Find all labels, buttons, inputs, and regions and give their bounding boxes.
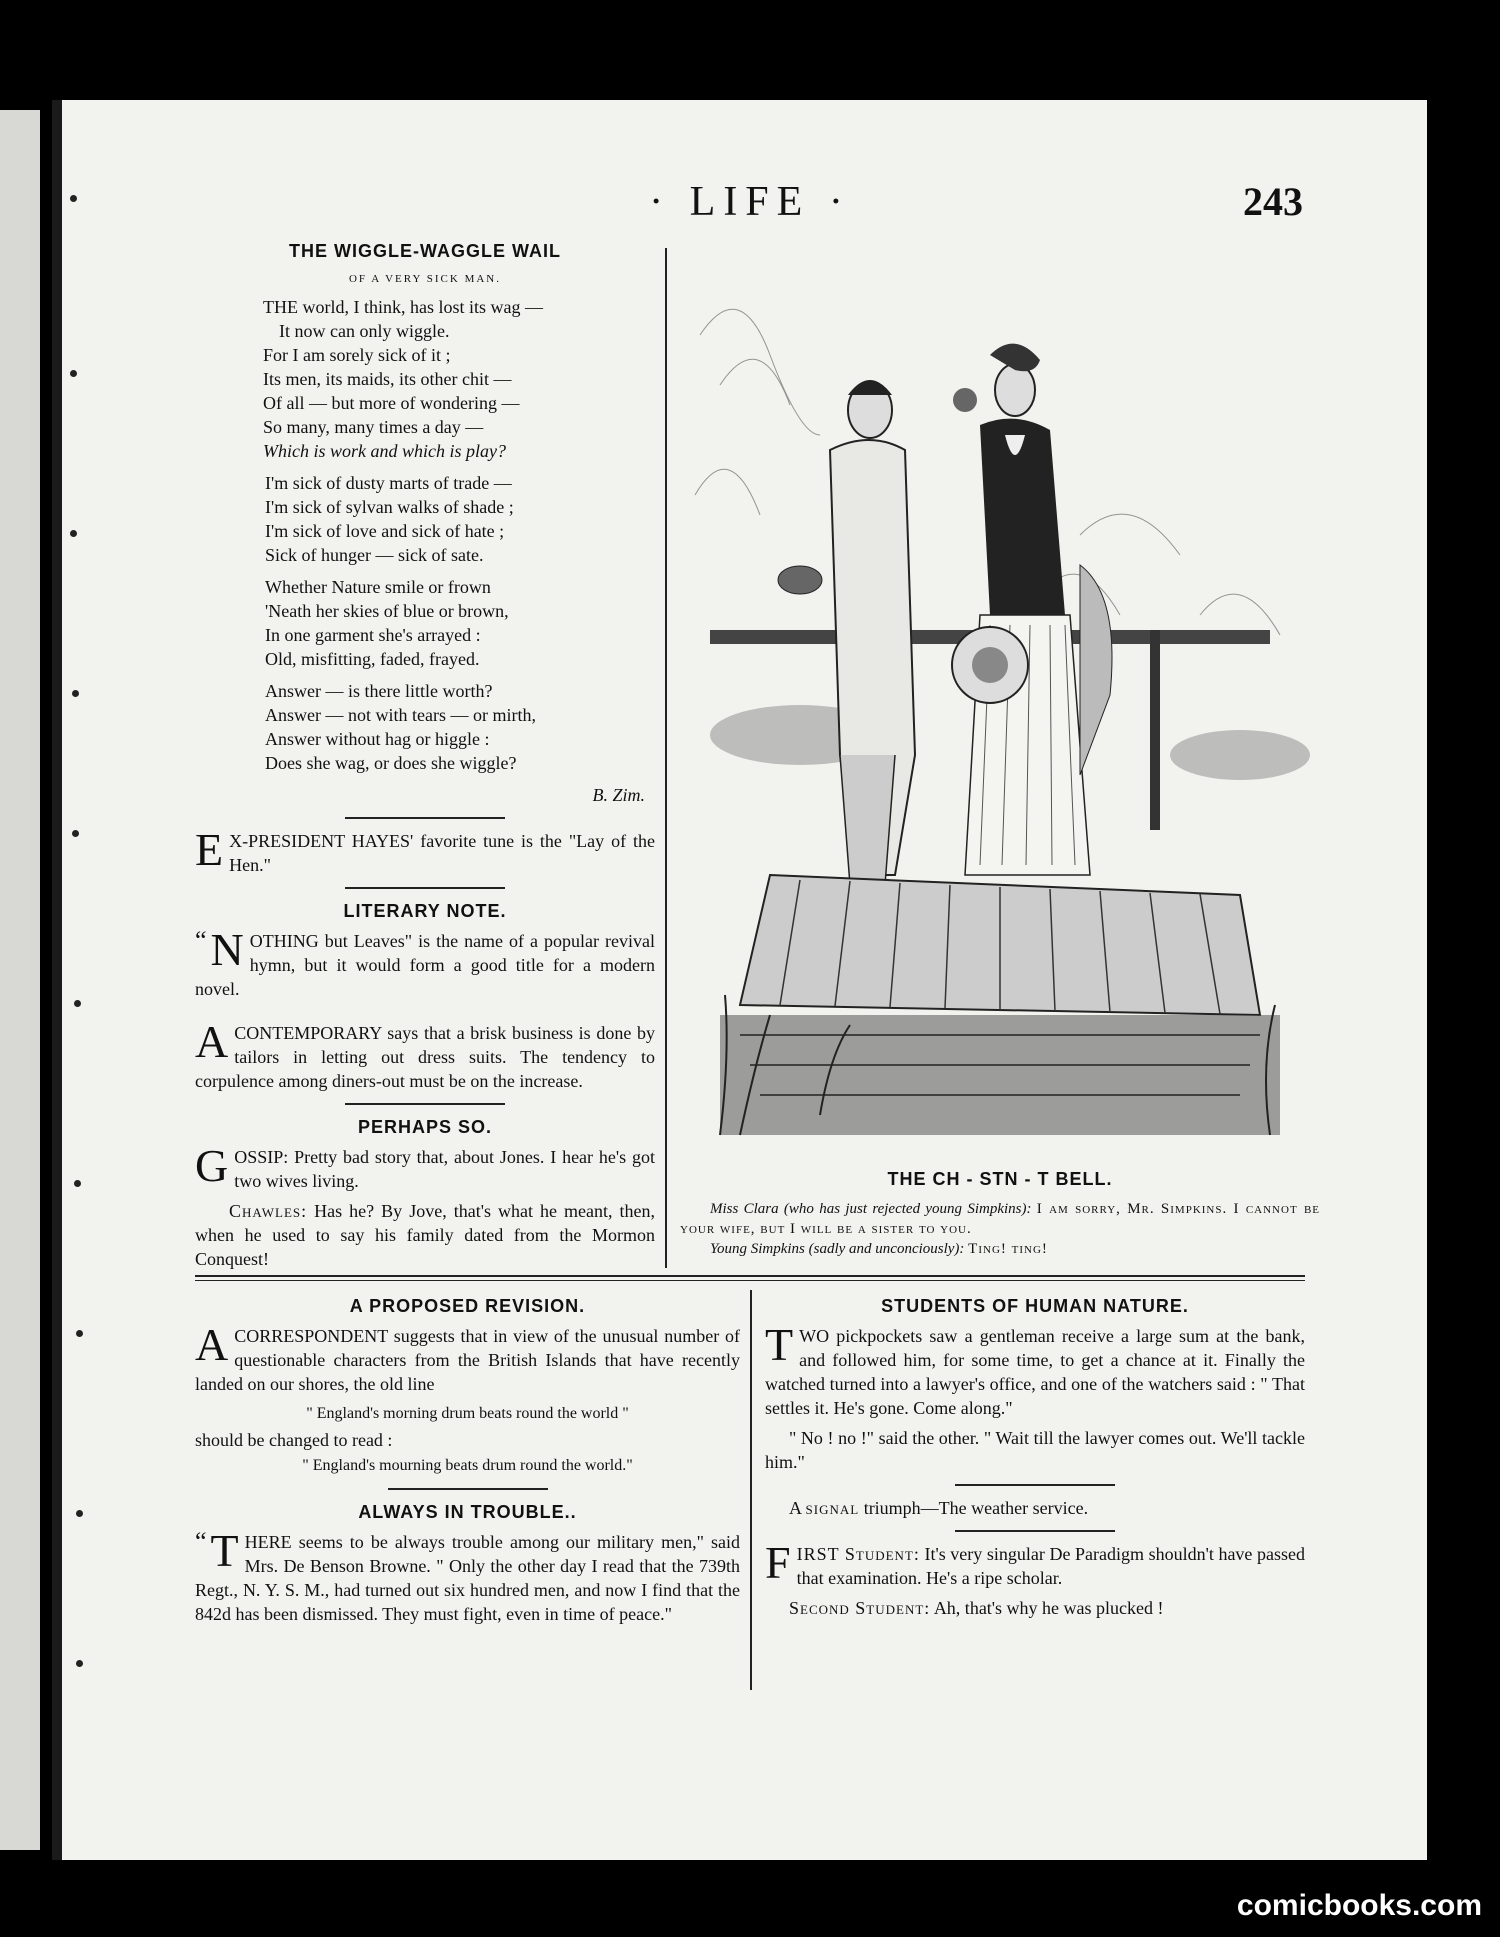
hayes-paragraph [195,824,655,877]
illustration [680,235,1320,1265]
first-student-paragraph [765,1537,1305,1590]
magazine-title: · LIFE · [649,179,851,225]
revision-text: CORRESPONDENT suggests that in view of the unusual number of questionable characters from the British Islands that have recently landed on our shores, the old line [195,1326,740,1394]
signal-line [765,1496,1305,1520]
drop-cap: N [210,924,244,975]
margin-dot [74,1180,81,1187]
trouble-title: ALWAYS IN TROUBLE.. [358,1502,577,1522]
page-number: 243 [1243,179,1303,224]
drop-cap: A [195,1016,229,1067]
bottom-left-column [195,1290,740,1632]
perhaps-line-1: OSSIP: Pretty bad story that, about Jones. I hear he's got two wives living. [234,1147,655,1191]
first-line: It's very singular De Paradigm shouldn't have passed that examination. He's a ripe scholar. [796,1544,1305,1588]
signal-rest: triumph—The weather service. [863,1498,1089,1518]
open-quote: “ [195,1527,207,1556]
poem-title: THE WIGGLE-WAGGLE WAIL [289,241,561,261]
revision-mid: should be changed to read : [195,1430,393,1450]
divider [955,1484,1115,1486]
contemporary-paragraph [195,1016,655,1093]
trouble-text: HERE seems to be always trouble among our military men," said Mrs. De Benson Browne. " Only the other day I read that the 739th Regt., N. Y. S. M., had turned out six hundred men, and now I find that the 842d has been dismissed. They must fight, even in time of peace." [195,1532,740,1624]
binding-edge [52,100,62,1860]
speaker: Chawles: [229,1201,308,1221]
speaker: Second Student: [789,1598,931,1618]
poem-line: 'Neath her skies of blue or brown, [265,601,509,621]
bottom-right-column [765,1290,1305,1626]
margin-dot [70,195,77,202]
left-column [195,235,655,1277]
poem-stanza-3 [265,575,655,671]
second-student-paragraph [765,1596,1305,1620]
poem-line: Of all — but more of wondering — [263,393,520,413]
poem-subtitle: OF A VERY SICK MAN. [348,273,501,285]
margin-dot [70,370,77,377]
poem-stanza-2 [265,471,655,567]
poem-line: For I am sorely sick of it ; [263,345,451,365]
trouble-paragraph [195,1525,740,1626]
poem-line: Its men, its maids, its other chit — [263,369,512,389]
column-rule [665,248,667,1268]
poem-stanza-1 [263,295,655,463]
drop-cap: A [195,1319,229,1370]
perhaps-title: PERHAPS SO. [357,1117,493,1137]
revision-quote-1: " England's morning drum beats round the world " [306,1405,629,1422]
contemporary-text: CONTEMPORARY says that a brisk business is done by tailors in letting out dress suits. The tendency to corpulence among diners-out must be on the increase. [195,1023,655,1091]
second-line: Ah, that's why he was plucked ! [933,1598,1164,1618]
poem-line: Answer — not with tears — or mirth, [265,705,536,725]
open-quote: “ [195,926,207,955]
revision-quote-2: " England's mourning beats drum round the world." [302,1457,633,1474]
site-watermark: comicbooks.com [1236,1889,1482,1922]
margin-dot [72,690,79,697]
drop-cap: E [195,824,224,875]
speaker: Miss Clara (who has just rejected young Simpkins): [710,1201,1032,1217]
perhaps-line-2: Has he? By Jove, that's what he meant, then, when he used to say his family dated from the Mormon Conquest! [195,1201,655,1269]
poem-line: It now can only wiggle. [279,321,450,341]
poem-line: I'm sick of sylvan walks of shade ; [265,497,514,517]
divider [345,1103,505,1105]
poem-line: So many, many times a day — [263,417,484,437]
poem-line: Answer — is there little worth? [265,681,493,701]
signal-word: signal [805,1498,860,1518]
poem-line: Which is work and which is play? [263,441,506,461]
drop-cap: F [765,1537,791,1588]
illustration-caption [680,1165,1320,1259]
speaker: IRST Student: [796,1544,920,1564]
drop-cap: T [765,1319,794,1370]
drop-cap: G [195,1140,229,1191]
students-paragraph-2: " No ! no !" said the other. " Wait till the lawyer comes out. We'll tackle him." [765,1428,1305,1472]
literary-title: LITERARY NOTE. [343,901,507,921]
adjacent-page-edge [0,110,40,1850]
signal-prefix: A [789,1498,802,1518]
margin-dot [72,830,79,837]
literary-paragraph [195,924,655,1001]
poem-signature: B. Zim. [592,785,645,805]
poem-stanza-4 [265,679,655,775]
poem-line: In one garment she's arrayed : [265,625,481,645]
margin-dot [76,1330,83,1337]
literary-text: OTHING but Leaves" is the name of a popular revival hymn, but it would form a good title for a modern novel. [195,931,655,999]
illustration-title: THE CH - STN - T BELL. [887,1169,1113,1189]
revision-title: A PROPOSED REVISION. [349,1296,586,1316]
poem-line: Does she wag, or does she wiggle? [265,753,517,773]
poem-line: Whether Nature smile or frown [265,577,491,597]
poem-line: Old, misfitting, faded, frayed. [265,649,480,669]
margin-dot [74,1000,81,1007]
perhaps-paragraph-2 [195,1199,655,1271]
caption-line-1 [680,1199,1320,1239]
students-text: WO pickpockets saw a gentleman receive a large sum at the bank, and followed him, for some time, to get a chance at it. Finally the watched turned into a lawyer's office, and one of the watchers said : " That settles it. He's gone. Come along." [765,1326,1305,1418]
poem-line: Sick of hunger — sick of sate. [265,545,484,565]
section-divider [195,1275,1305,1281]
divider [955,1530,1115,1532]
caption-line-2 [680,1239,1320,1259]
revision-paragraph [195,1319,740,1396]
students-paragraph [765,1319,1305,1420]
poem-line: Answer without hag or higgle : [265,729,490,749]
drop-cap: T [210,1525,239,1576]
caption-quote: I am sorry, Mr. Simpkins. I cannot be your wife, but I will be a sister to you. [680,1201,1321,1237]
divider [345,817,505,819]
column-rule [750,1290,752,1690]
poem-line: I'm sick of dusty marts of trade — [265,473,512,493]
divider [388,1488,548,1490]
speaker: Young Simpkins (sadly and unconciously): [710,1241,965,1257]
hayes-text: X-PRESIDENT HAYES' favorite tune is the "Lay of the Hen." [229,831,655,875]
margin-dot [76,1660,83,1667]
margin-dot [76,1510,83,1517]
students-title: STUDENTS OF HUMAN NATURE. [881,1296,1189,1316]
couple-on-bridge-engraving [680,235,1320,1155]
perhaps-paragraph-1 [195,1140,655,1193]
margin-dot [70,530,77,537]
poem-line: THE world, I think, has lost its wag — [263,297,543,317]
caption-quote: Ting! ting! [968,1241,1048,1257]
poem-line: I'm sick of love and sick of hate ; [265,521,505,541]
divider [345,887,505,889]
